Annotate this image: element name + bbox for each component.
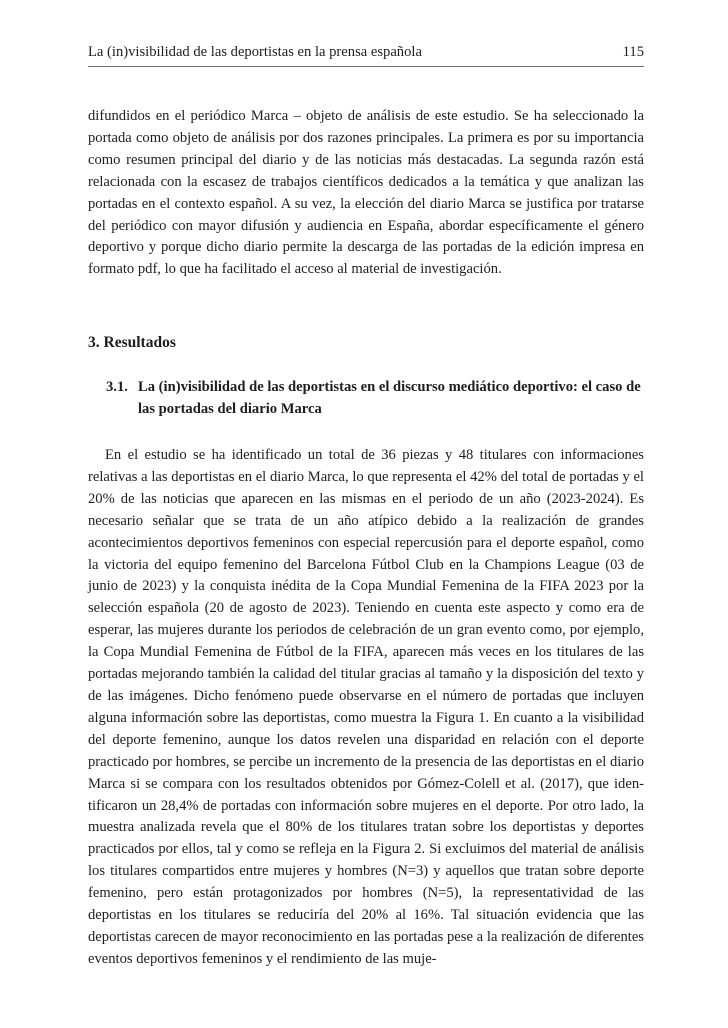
running-title: La (in)visibilidad de las deportistas en la prensa española	[88, 44, 422, 60]
body-paragraph-1: difundidos en el periódico Marca – objeto de análisis de este estudio. Se ha seleccionado la portada como objeto de análisis por dos razones principales. La primera es por su importancia como resumen principal del diario y de las noticias más destacadas. La segunda razón está relacionada con la escasez de trabajos científicos dedicados a la temática y que analizan las portadas en el contexto español. A su vez, la elección del diario Marca se justifica por tratarse del periódico con mayor difusión y audiencia en España, abordar específicamente el género deportivo y porque dicho diario permite la descarga de las portadas de la edición impresa en formato pdf, lo que ha facilitado el acceso al material de investigación.	[88, 108, 644, 278]
section-heading: 3. Resultados	[88, 334, 176, 351]
body-paragraph-2: En el estudio se ha identificado un total de 36 piezas y 48 titulares con informaciones relativas a las deportistas en el diario Marca, lo que representa el 42% del total de portadas y el 20% de las noticias que aparecen en las mismas en el periodo de un año (2023-2024). Es necesario señalar que se trata de un año atípico debido a la realización de grandes acontecimientos deportivos femeninos con especial repercusión para el deporte español, como la victoria del equipo femenino del Barcelona Fútbol Club en la Champions League (03 de junio de 2023) y la conquista inédita de la Copa Mundial Femenina de la FIFA 2023 por la selección española (20 de agosto de 2023). Teniendo en cuenta este aspecto y como era de esperar, las mujeres durante los periodos de celebración de un gran evento como, por ejemplo, la Copa Mundial Femenina de Fútbol de la FIFA, aparecen más veces en los titulares de las portadas mejorando también la calidad del titular gracias al tamaño y la disposición del texto y de las imágenes. Dicho fenómeno puede observarse en el número de portadas que incluyen alguna información sobre las deportistas, como muestra la Figura 1. En cuanto a la visibilidad del deporte femenino, aunque los datos revelen una disparidad en relación con el deporte practicado por hombres, se percibe un incremento de la presencia de las deportistas en el diario Marca si se compara con los resultados obtenidos por Gómez-Colell et al. (2017), que identificaron un 28,4% de portadas con información sobre mujeres en el deporte. Por otro lado, la muestra analizada revela que el 80% de los titulares tratan sobre los deportistas y deportes practicados por ellos, tal y como se refleja en la Figura 2. Si excluimos del material de análisis los titulares compartidos entre mujeres y hombres (N=3) y aquellos que tratan sobre deporte femenino, pero están protagonizados por hombres (N=5), la representatividad de las deportistas en los titulares se reduciría del 20% al 16%. Tal situación evidencia que las deportistas carecen de mayor reconocimiento en las portadas pese a la realización de diferentes eventos deportivos femeninos y el rendimiento de las muje-	[88, 447, 644, 967]
running-header	[88, 44, 644, 67]
page-number: 115	[622, 44, 644, 60]
subsection-number: 3.1.	[106, 379, 128, 395]
subsection-heading	[106, 377, 646, 421]
subsection-title: La (in)visibilidad de las deportistas en el discurso mediático deportivo: el caso de las portadas del diario Marca	[138, 379, 641, 417]
